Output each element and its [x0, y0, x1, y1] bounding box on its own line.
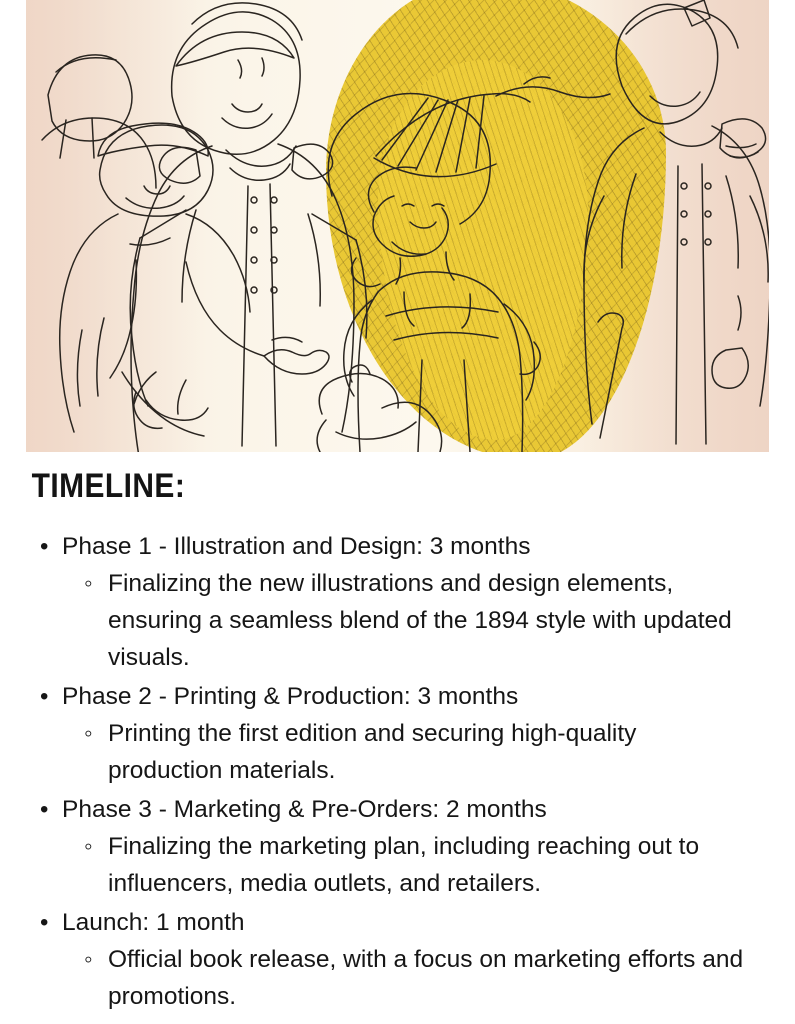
list-item	[62, 678, 795, 789]
phase-label: • Phase 3 - Marketing & Pre-Orders: 2 months	[62, 791, 795, 828]
list-item	[62, 904, 795, 1015]
timeline-sublist	[62, 828, 795, 902]
timeline-sublist	[62, 565, 795, 676]
phase-label: • Phase 1 - Illustration and Design: 3 months	[62, 528, 795, 565]
phase-label: • Phase 2 - Printing & Production: 3 months	[62, 678, 795, 715]
phase-label: • Launch: 1 month	[62, 904, 795, 941]
phase-detail: ◦ Printing the first edition and securing high-quality production materials.	[108, 715, 795, 789]
timeline-section	[0, 452, 795, 1017]
list-item	[108, 715, 795, 789]
illustration-line-art	[26, 0, 769, 452]
timeline-sublist	[62, 941, 795, 1015]
timeline-sublist	[62, 715, 795, 789]
list-item	[108, 828, 795, 902]
phase-detail: ◦ Finalizing the new illustrations and design elements, ensuring a seamless blend of the 1894 style with updated visuals.	[108, 565, 795, 676]
list-item	[108, 941, 795, 1015]
timeline-list	[0, 528, 795, 1015]
phase-detail: ◦ Finalizing the marketing plan, including reaching out to influencers, media outlets, and retailers.	[108, 828, 795, 902]
list-item	[108, 565, 795, 676]
list-item	[62, 791, 795, 902]
page-title: TIMELINE:	[31, 467, 186, 505]
list-item	[62, 528, 795, 676]
phase-detail: ◦ Official book release, with a focus on marketing efforts and promotions.	[108, 941, 795, 1015]
header-illustration	[26, 0, 769, 452]
